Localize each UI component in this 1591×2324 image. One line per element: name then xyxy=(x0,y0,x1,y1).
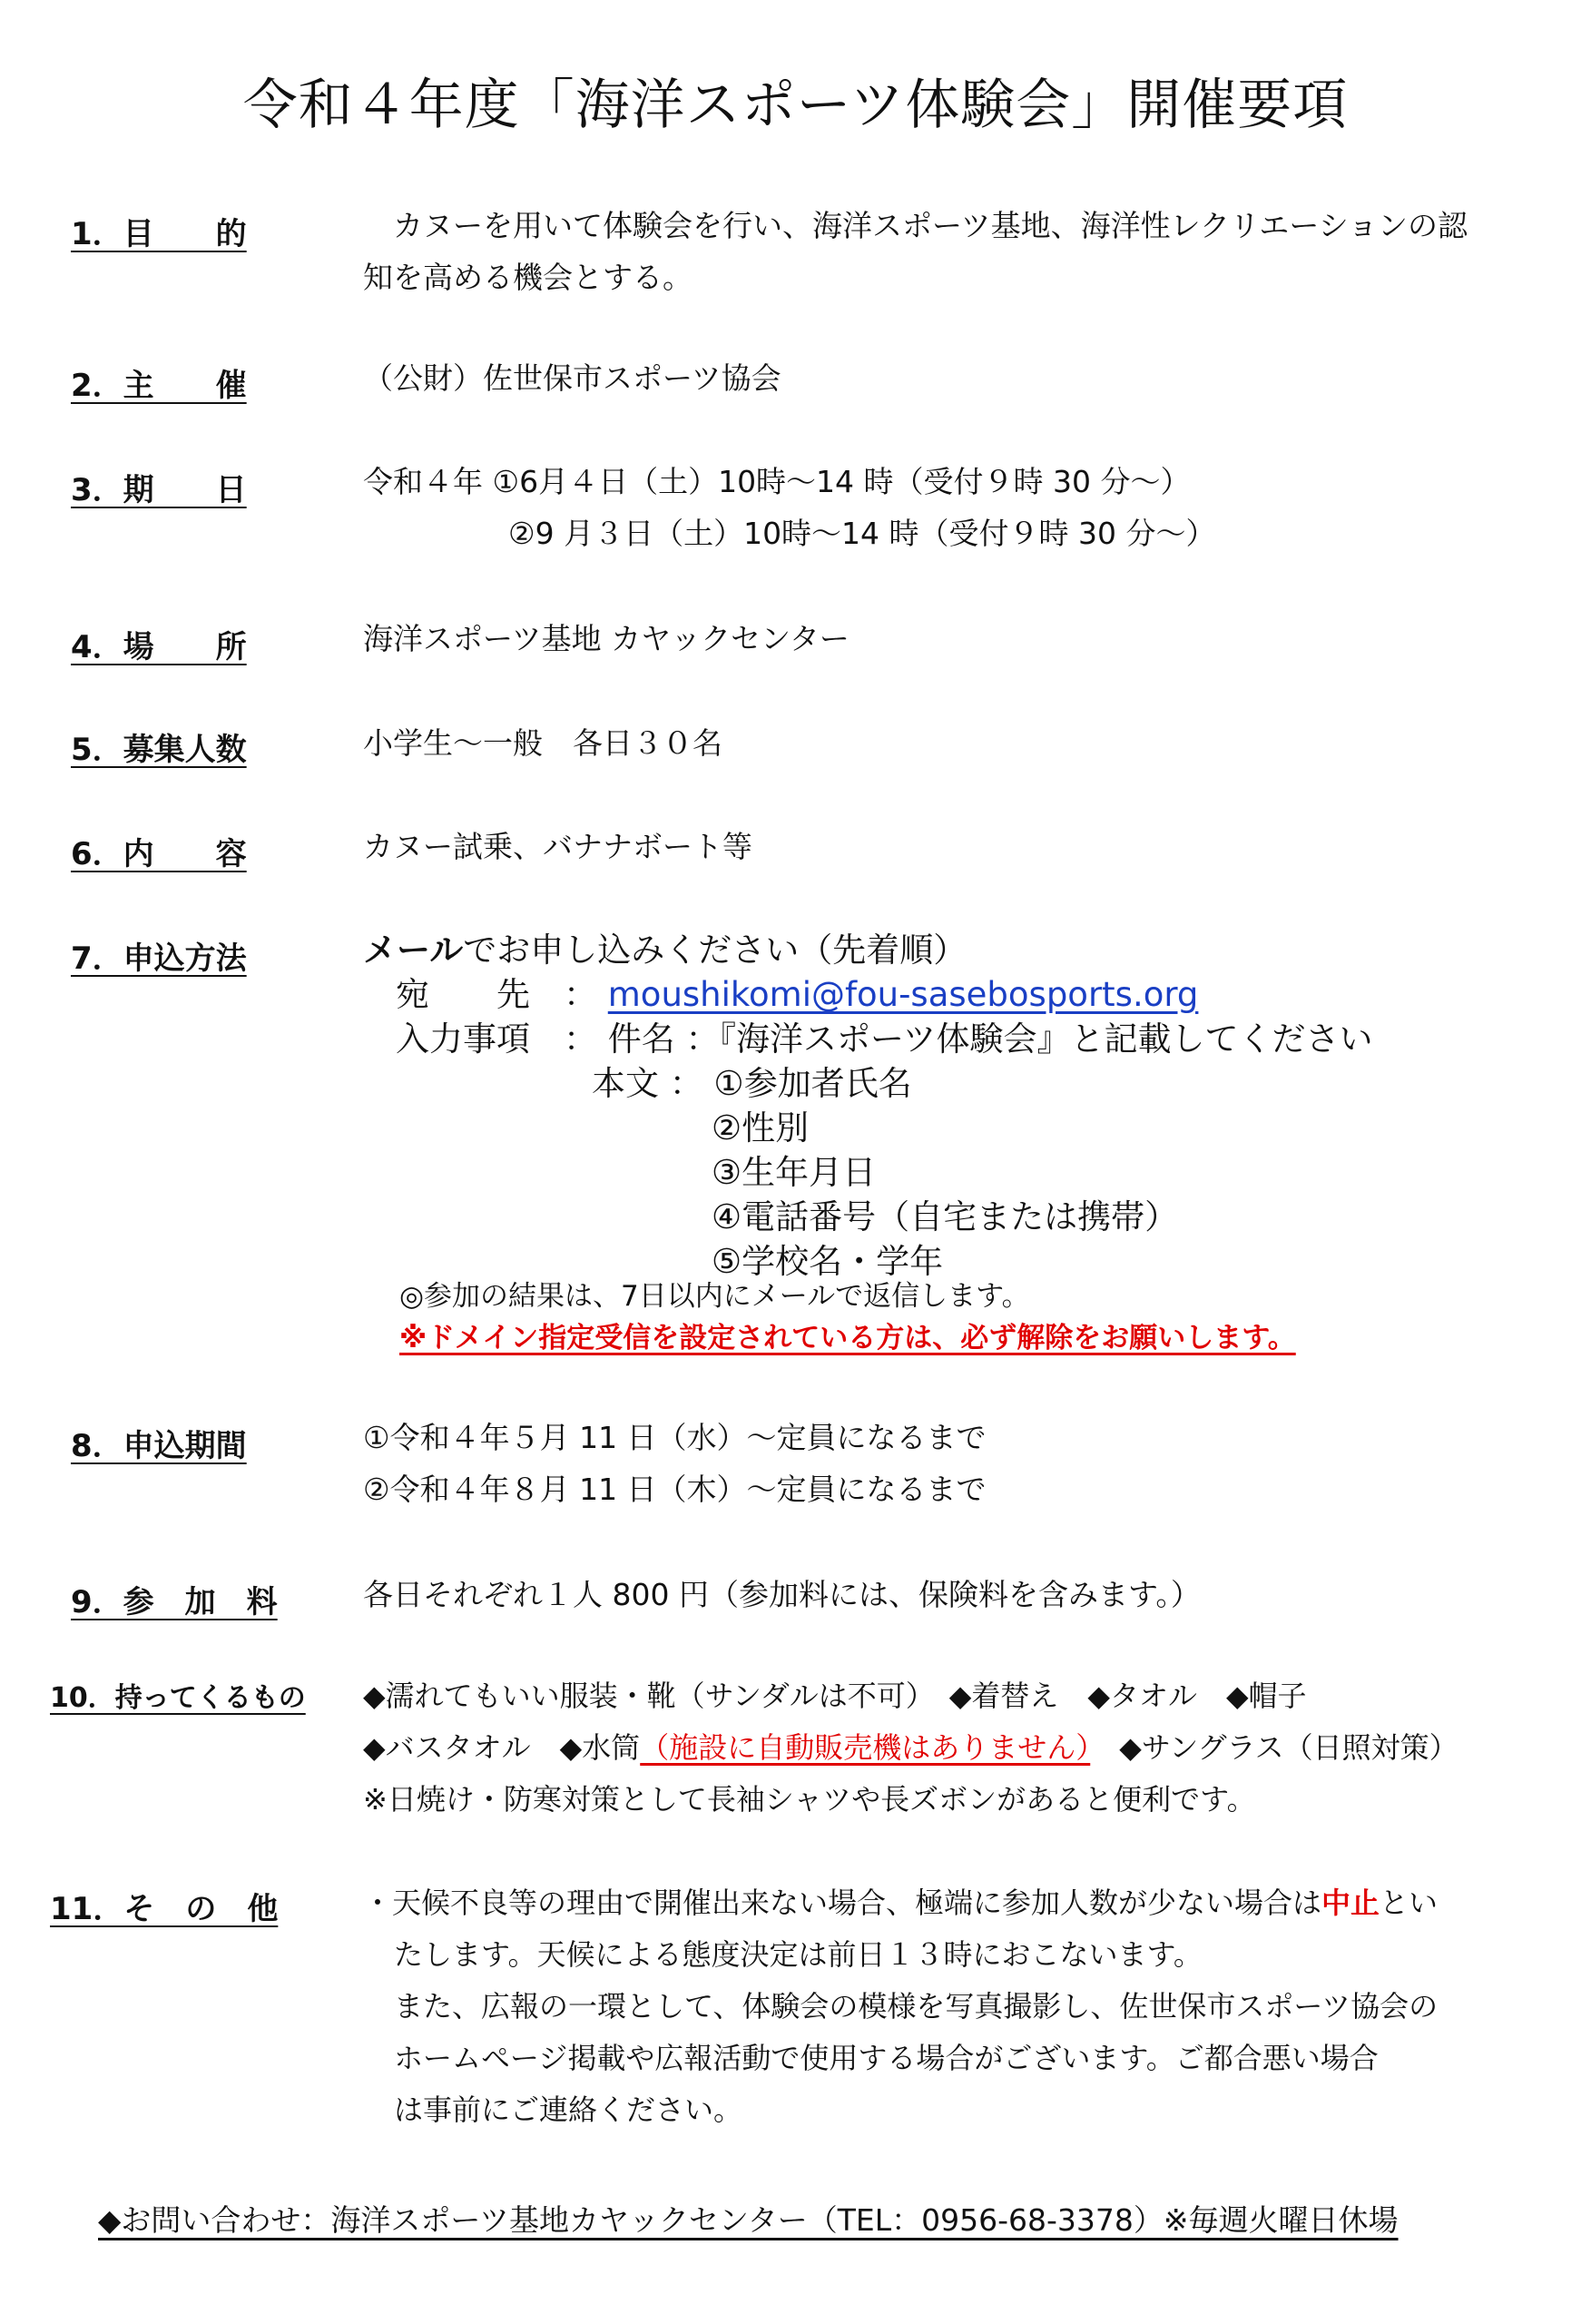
address-label: 宛 先 ： xyxy=(396,975,597,1014)
email-link[interactable]: moushikomi@fou-sasebosports.org xyxy=(607,975,1199,1014)
intro-rest: でお申し込みください（先着順） xyxy=(463,931,967,970)
body-label: 本文 ： xyxy=(592,1064,703,1103)
section-8-text xyxy=(363,1412,987,1515)
body-row xyxy=(363,1061,1373,1106)
section-4-text xyxy=(363,613,850,665)
document-title: 令和４年度「海洋スポーツ体験会」開催要項 xyxy=(242,74,1349,137)
subject-text: 件名 ：『海洋スポーツ体験会』と記載してください xyxy=(607,1019,1373,1059)
section-11-line-5: は事前にご連絡ください。 xyxy=(394,2093,743,2127)
section-2-label: 2．主 催 xyxy=(71,368,247,404)
section-1-line-2: 知を高める機会とする。 xyxy=(363,260,692,295)
section-2-text xyxy=(363,352,781,404)
weather-text: ・天候不良等の理由で開催出来ない場合、極端に参加人数が少ない場合は xyxy=(363,1886,1322,1920)
body-item-5: ⑤学校名・学年 xyxy=(712,1242,944,1281)
section-11-line-1 xyxy=(363,1877,1438,1929)
section-11-line-4: ホームページ掲載や広報活動で使用する場合がございます。ご都合悪い場合 xyxy=(394,2041,1379,2075)
cancel-word: 中止 xyxy=(1321,1886,1380,1920)
section-3-text xyxy=(363,456,1216,559)
section-10-line-3: ※日焼け・防寒対策として長袖シャツや長ズボンがあると便利です。 xyxy=(363,1782,1256,1817)
section-11-line-2: たします。天候による態度決定は前日１３時におこないます。 xyxy=(394,1937,1203,1972)
section-8-label: 8．申込期間 xyxy=(71,1428,247,1464)
section-9-label: 9．参 加 料 xyxy=(71,1584,278,1620)
contact-footer: ◆お問い合わせ：海洋スポーツ基地カヤックセンター（TEL：0956-68-3378）※毎週火曜日休場 xyxy=(98,2202,1399,2238)
domain-warning: ※ドメイン指定受信を設定されている方は、必ず解除をお願いします。 xyxy=(399,1322,1296,1354)
section-11-line-3: また、広報の一環として、体験会の模様を写真撮影し、佐世保市スポーツ協会の xyxy=(394,1989,1439,2024)
section-1-text xyxy=(363,200,1468,303)
section-7-label: 7．申込方法 xyxy=(71,940,247,977)
section-7-intro xyxy=(363,928,1373,972)
input-label: 入力事項 ： xyxy=(396,1019,597,1059)
section-4-line-1: 海洋スポーツ基地 カヤックセンター xyxy=(363,621,850,656)
sunglasses: ◆サングラス（日照対策） xyxy=(1090,1730,1458,1765)
section-10-line-2 xyxy=(363,1722,1458,1774)
body-item-2: ②性別 xyxy=(712,1108,810,1147)
section-5-line-1: 小学生～一般 各日３０名 xyxy=(363,725,722,761)
section-5-label: 5．募集人数 xyxy=(71,732,247,768)
section-4-label: 4．場 所 xyxy=(71,629,247,665)
section-10-text xyxy=(363,1670,1458,1826)
section-6-text xyxy=(363,821,752,872)
towel-bottle: ◆バスタオル ◆水筒 xyxy=(363,1730,641,1765)
mail-word: メール xyxy=(363,931,464,970)
section-1-label: 1．目 的 xyxy=(71,216,247,252)
section-3-line-2: ②9 月３日（土）10時～14 時（受付９時 30 分～） xyxy=(508,516,1216,551)
section-10-line-1: ◆濡れてもいい服装・靴（サンダルは不可） ◆着替え ◆タオル ◆帽子 xyxy=(363,1679,1307,1713)
body-item-1: ①参加者氏名 xyxy=(713,1064,912,1103)
section-11-label: 11．そ の 他 xyxy=(50,1891,279,1927)
section-8-line-1: ①令和４年５月 11 日（水）～定員になるまで xyxy=(363,1420,987,1455)
address-row xyxy=(363,972,1373,1017)
section-11-text xyxy=(363,1877,1438,2136)
vending-note: （施設に自動販売機はありません） xyxy=(640,1730,1091,1765)
section-6-label: 6．内 容 xyxy=(71,836,247,872)
section-6-line-1: カヌー試乗、バナナボート等 xyxy=(363,829,752,864)
input-row xyxy=(363,1017,1373,1061)
section-9-line-1: 各日それぞれ１人 800 円（参加料には、保険料を含みます。） xyxy=(363,1577,1201,1612)
section-9-text xyxy=(363,1569,1201,1620)
result-note: ◎参加の結果は、7日以内にメールで返信します。 xyxy=(399,1280,1030,1313)
section-1-line-1: カヌーを用いて体験会を行い、海洋スポーツ基地、海洋性レクリエーションの認 xyxy=(363,208,1468,243)
section-2-line-1: （公財）佐世保市スポーツ協会 xyxy=(363,360,781,396)
section-10-label: 10．持ってくるもの xyxy=(50,1682,306,1714)
section-7-text xyxy=(363,928,1373,1284)
section-3-line-1: 令和４年 ①6月４日（土）10時～14 時（受付９時 30 分～） xyxy=(363,464,1191,499)
section-3-label: 3．期 日 xyxy=(71,472,247,508)
section-5-text xyxy=(363,717,722,769)
body-item-3: ③生年月日 xyxy=(712,1153,877,1192)
section-8-line-2: ②令和４年８月 11 日（木）～定員になるまで xyxy=(363,1472,987,1507)
weather-tail: とい xyxy=(1380,1886,1439,1920)
section-7-notes xyxy=(399,1275,1296,1359)
body-item-4: ④電話番号（自宅または携帯） xyxy=(712,1197,1179,1236)
